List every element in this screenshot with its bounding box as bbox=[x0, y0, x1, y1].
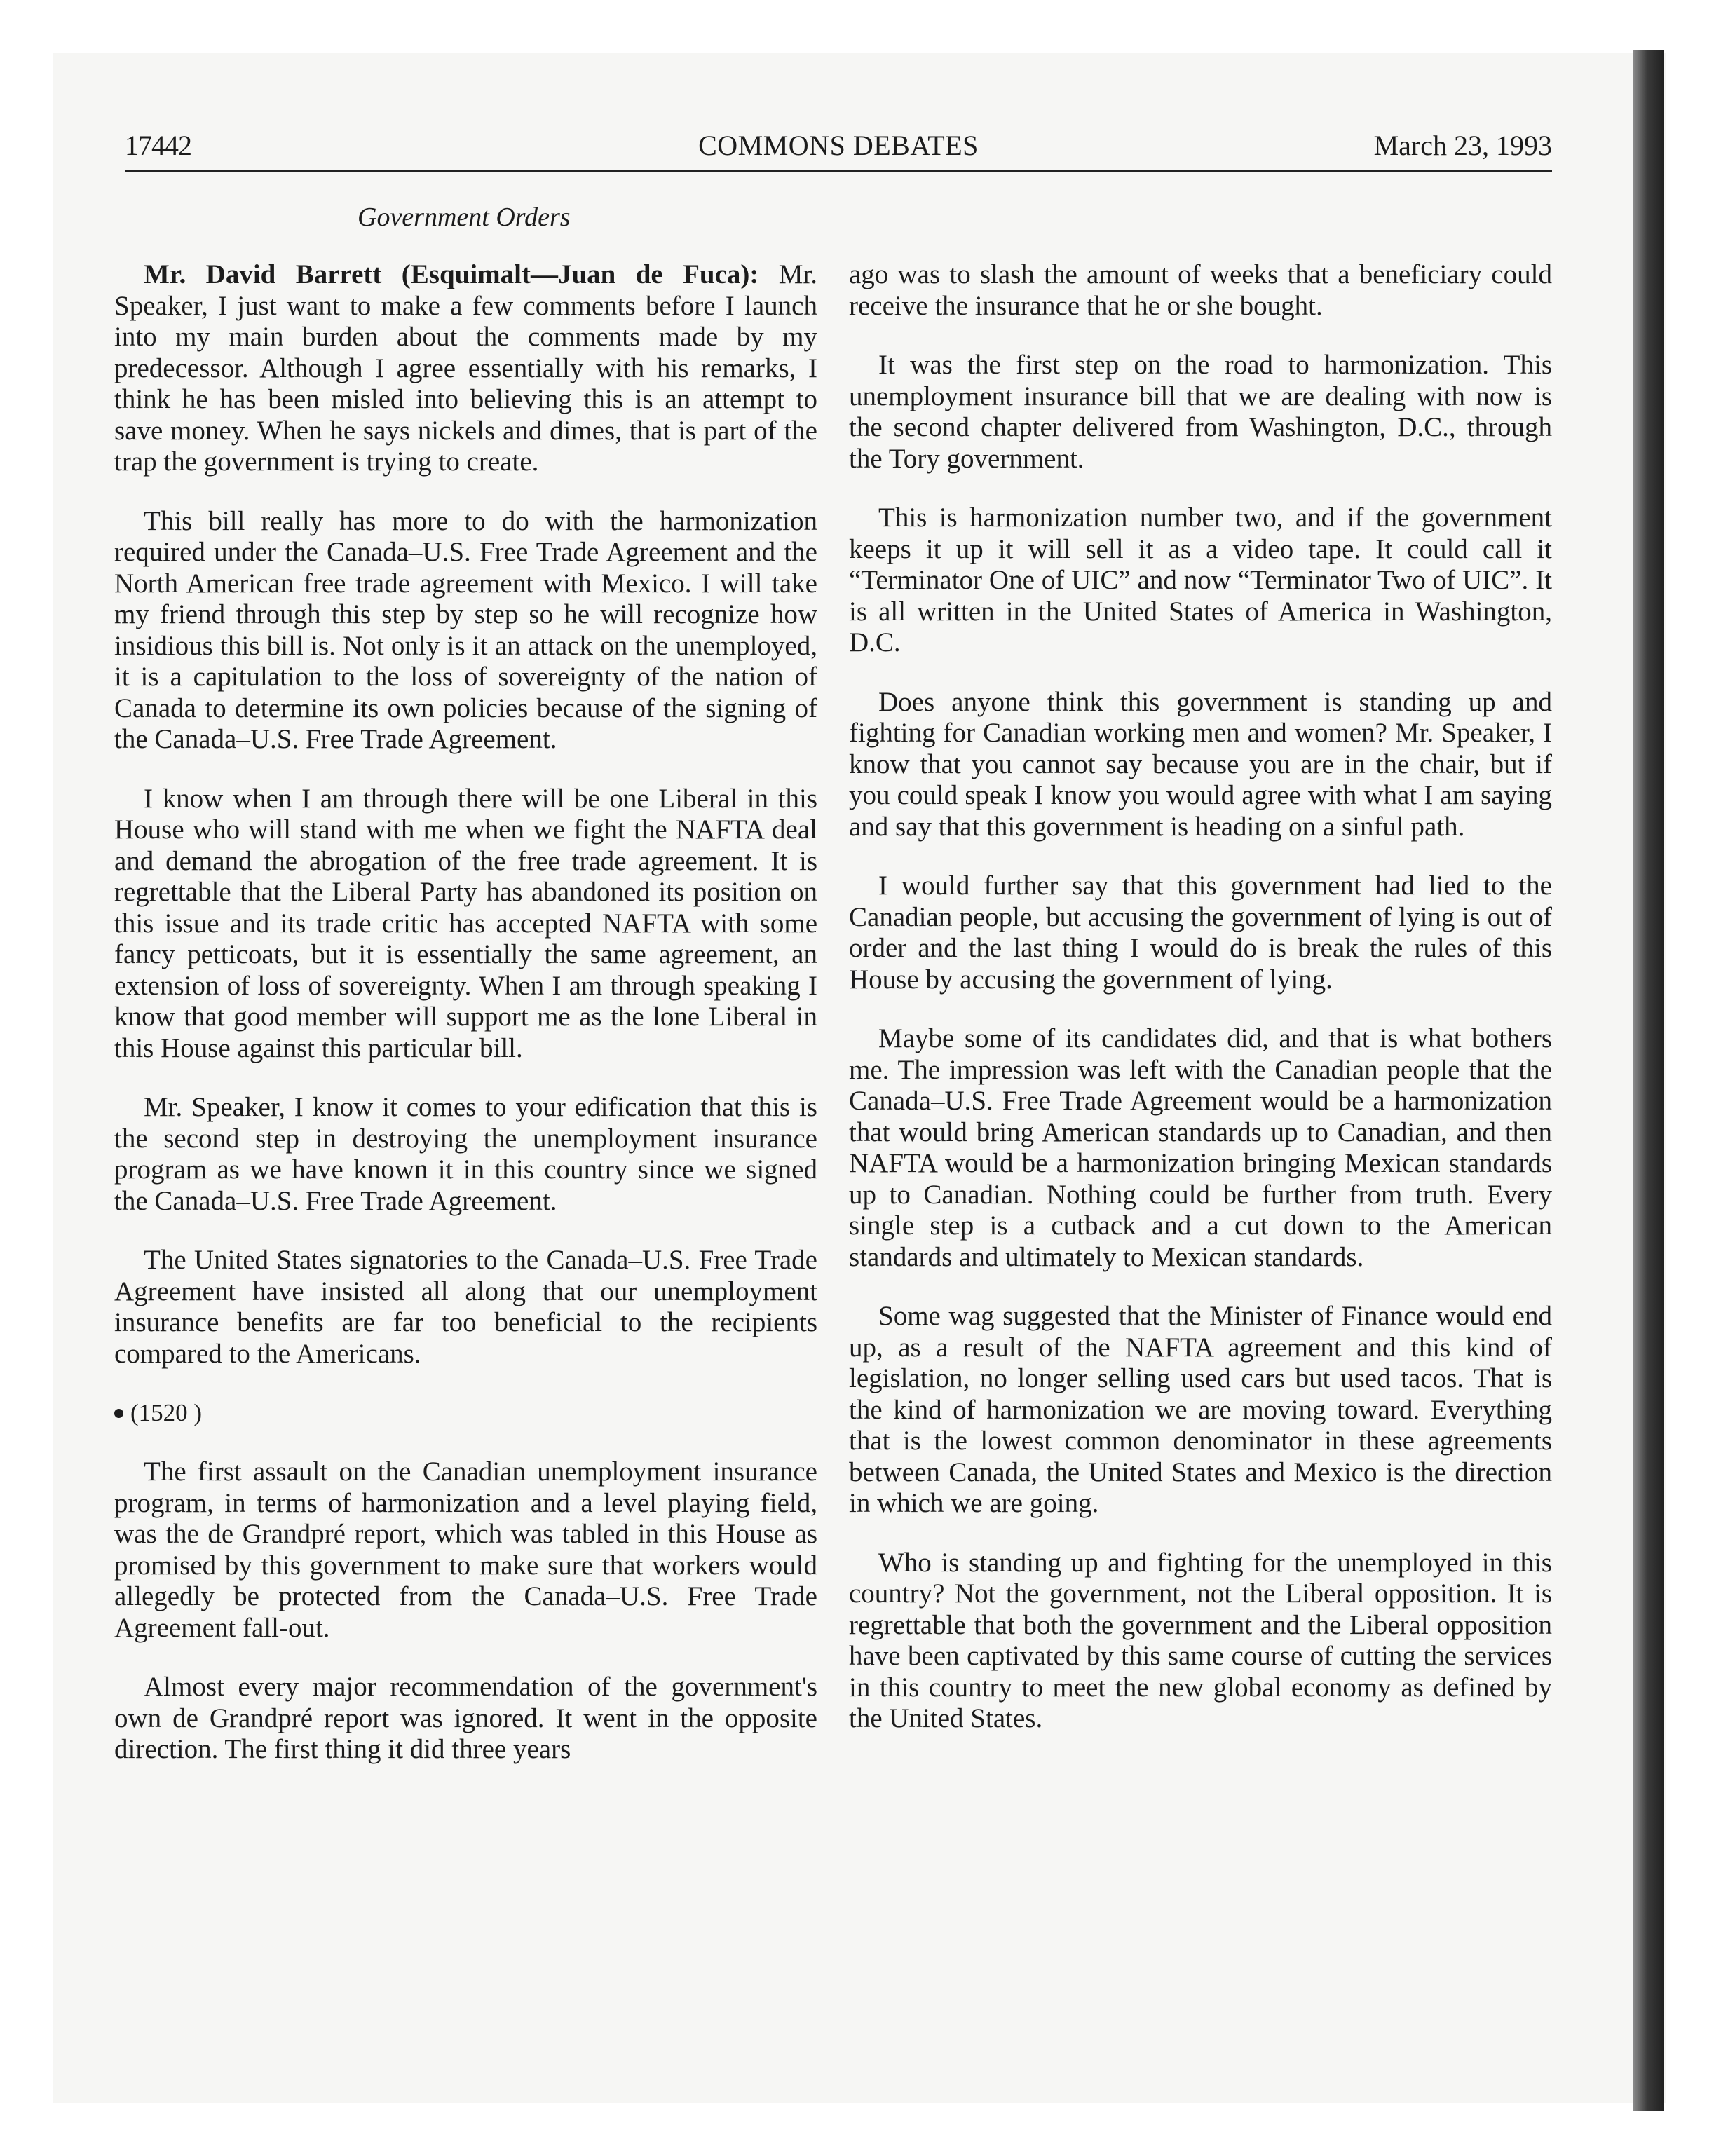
paragraph: Who is standing up and fighting for the unemployed in this country? Not the government, not the Liberal opposition. It is regrettable that both the government and the Liberal opposition have been captivated by this same course of cutting the services in this country to meet the new global economy as defined by the United States. bbox=[849, 1547, 1552, 1733]
paragraph: Does anyone think this government is standing up and fighting for Canadian working men and women? Mr. Speaker, I know that you cannot say because you are in the chair, but if you could speak I know you would agree with what I am saying and say that this government is heading on a sinful path. bbox=[849, 686, 1552, 842]
time-marker bbox=[114, 1398, 817, 1428]
paragraph: Mr. Speaker, I know it comes to your edification that this is the second step in destroying the unemployment insurance program as we have known it in this country since we signed the Canada–U.S. Free Trade Agreement. bbox=[114, 1092, 817, 1216]
issue-date: March 23, 1993 bbox=[1373, 130, 1552, 161]
publication-title: COMMONS DEBATES bbox=[698, 130, 979, 161]
paragraph: It was the first step on the road to harmonization. This unemployment insurance bill that we are dealing with now is the second chapter delivered from Washington, D.C., through the Tory government. bbox=[849, 350, 1552, 474]
paragraph: I would further say that this government had lied to the Canadian people, but accusing the government of lying is out of order and the last thing I would do is break the rules of this House by accusing the government of lying. bbox=[849, 871, 1552, 995]
speaker-name: Mr. David Barrett (Esquimalt—Juan de Fuca): bbox=[144, 259, 759, 289]
paragraph bbox=[114, 259, 817, 478]
paragraph: The first assault on the Canadian unemployment insurance program, in terms of harmonization and a level playing field, was the de Grandpré report, which was tabled in this House as promised by this government to make sure that workers would allegedly be protected from the Canada–U.S. Free Trade Agreement fall-out. bbox=[114, 1456, 817, 1643]
paragraph: This is harmonization number two, and if the government keeps it up it will sell it as a video tape. It could call it “Terminator One of UIC” and now “Terminator Two of UIC”. It is all written in the United States of America in Washington, D.C. bbox=[849, 503, 1552, 657]
paragraph: I know when I am through there will be one Liberal in this House who will stand with me when we fight the NAFTA deal and demand the abrogation of the free trade agreement. It is regrettable that the Liberal Party has abandoned its position on this issue and its trade critic has accepted NAFTA with some fancy petticoats, but it is essentially the same agreement, an extension of loss of sovereignty. When I am through speaking I know that good member will support me as the lone Liberal in this House against this particular bill. bbox=[114, 783, 817, 1063]
page-header bbox=[125, 132, 1552, 174]
paragraph: This bill really has more to do with the harmonization required under the Canada–U.S. Free Trade Agreement and the North American free trade agreement with Mexico. I will take my friend through this step by step so he will recognize how insidious this bill is. Not only is it an attack on the unemployed, it is a capitulation to the loss of sovereignty of the nation of Canada to determine its own policies because of the signing of the Canada–U.S. Free Trade Agreement. bbox=[114, 505, 817, 754]
paragraph: Almost every major recommendation of the government's own de Grandpré report was ignored. It went in the opposite direction. The first thing it did three years bbox=[114, 1672, 817, 1764]
page-number: 17442 bbox=[125, 130, 191, 161]
paragraph-continuation: ago was to slash the amount of weeks that a beneficiary could receive the insurance that he or she bought. bbox=[849, 259, 1552, 321]
right-column bbox=[849, 259, 1552, 1763]
time-marker-text: (1520 ) bbox=[130, 1399, 203, 1426]
paragraph: The United States signatories to the Canada–U.S. Free Trade Agreement have insisted all along that our unemployment insurance benefits are far too beneficial to the recipients compared to the Americans. bbox=[114, 1245, 817, 1369]
section-title: Government Orders bbox=[358, 203, 571, 232]
paragraph: Some wag suggested that the Minister of Finance would end up, as a result of the NAFTA agreement and this kind of legislation, no longer selling used cars but used tacos. That is the kind of harmonization we are moving toward. Everything that is the lowest common denominator in these agreements between Canada, the United States and Mexico is the direction in which we are going. bbox=[849, 1301, 1552, 1518]
bullet-icon bbox=[114, 1409, 123, 1418]
paragraph: Maybe some of its candidates did, and that is what bothers me. The impression was left with the Canadian people that the Canada–U.S. Free Trade Agreement would be a harmonization that would bring American standards up to Canadian, and then NAFTA would be a harmonization bringing Mexican standards up to Canadian. Nothing could be further from truth. Every single step is a cutback and a cut down to the American standards and ultimately to Mexican standards. bbox=[849, 1023, 1552, 1272]
paragraph-text: Mr. Speaker, I just want to make a few comments before I launch into my main burden about the comments made by my predecessor. Although I agree essentially with his remarks, I think he has been misled into believing this is an attempt to save money. When he says nickels and dimes, that is part of the trap the government is trying to create. bbox=[114, 259, 817, 477]
left-column bbox=[114, 259, 817, 1794]
binding-shadow bbox=[1633, 50, 1664, 2111]
header-rule bbox=[125, 170, 1552, 172]
